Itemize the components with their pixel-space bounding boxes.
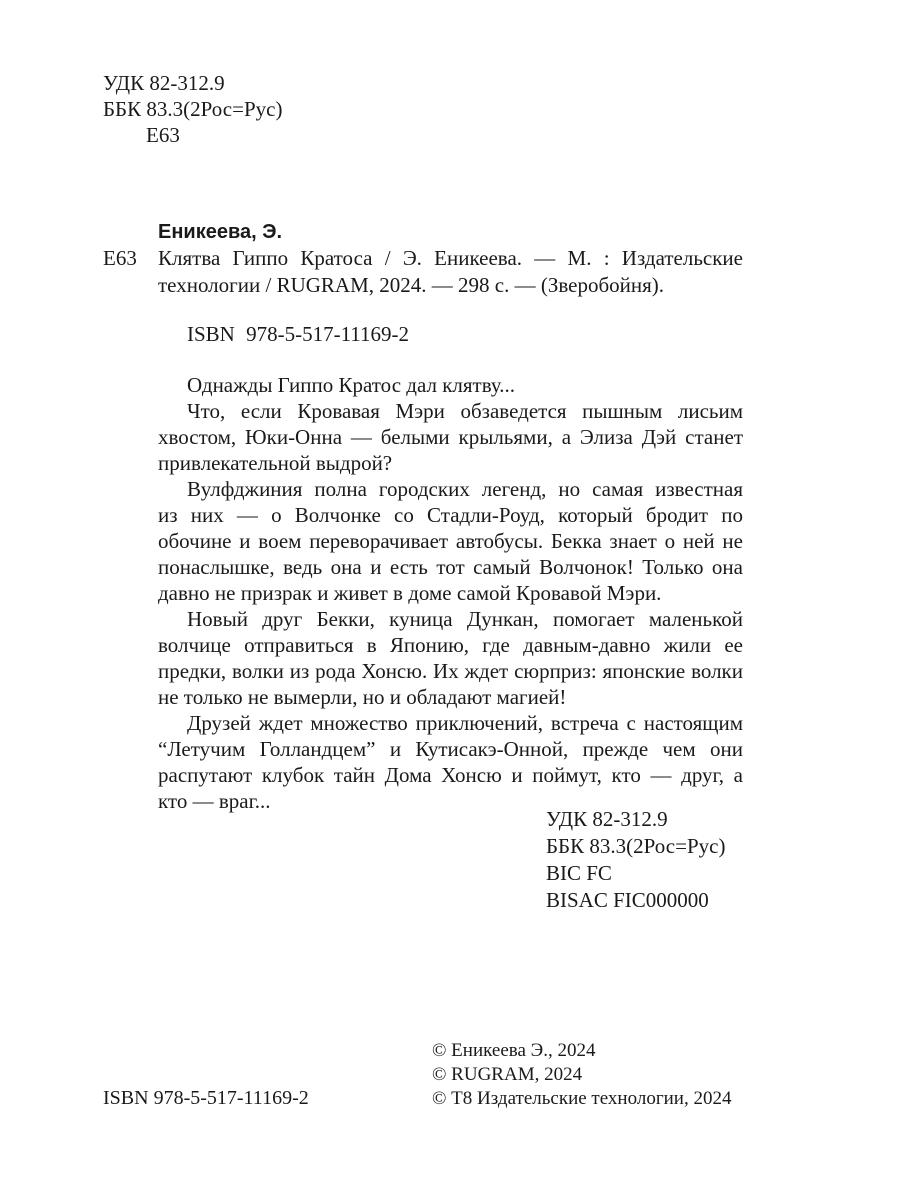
annotation-line: обочине и воем переворачивает автобусы. Бекка знает о ней не	[158, 529, 743, 553]
annotation-line: Новый друг Бекки, куница Дункан, помогает маленькой	[187, 607, 743, 631]
annotation-paragraph	[158, 398, 743, 476]
annotation-line: распутают клубок тайн Дома Хонсю и поймут, кто — друг, а	[158, 763, 743, 787]
author-mark: Е63	[146, 123, 180, 147]
bibliographic-line: технологии / RUGRAM, 2024. — 298 с. — (Зверобойня).	[158, 273, 665, 297]
classification-block-top	[103, 70, 282, 148]
classification-block-bottom	[546, 806, 725, 914]
annotation-line: из них — о Волчонке со Стадли-Роуд, который бродит по	[158, 503, 743, 527]
annotation-paragraph	[158, 476, 743, 606]
author-mark-side: Е63	[103, 246, 137, 270]
bisac-code: BISAC FIC000000	[546, 888, 709, 912]
annotation-line: хвостом, Юки-Онна — белыми крыльями, а Элиза Дэй станет	[158, 425, 743, 449]
annotation-line: понаслышке, ведь она и есть тот самый Волчонок! Только она	[158, 555, 743, 579]
copyright-block	[432, 1038, 731, 1110]
annotation-line: кто — враг...	[158, 789, 271, 813]
annotation-line: давно не призрак и живет в доме самой Кровавой Мэри.	[158, 581, 662, 605]
annotation-line: привлекательной выдрой?	[158, 451, 393, 475]
annotation-paragraph	[158, 710, 743, 814]
annotation	[158, 372, 743, 814]
author-heading: Еникеева, Э.	[158, 221, 283, 243]
udk-code: УДК 82-312.9	[546, 807, 668, 831]
annotation-line: не только не вымерли, но и обладают магией!	[158, 685, 567, 709]
bic-code: BIC FC	[546, 861, 612, 885]
annotation-line: “Летучим Голландцем” и Кутисакэ-Онной, прежде чем они	[158, 737, 743, 761]
bbk-code: ББК 83.3(2Рос=Рус)	[546, 834, 726, 858]
copyright-line: © RUGRAM, 2024	[432, 1064, 583, 1085]
annotation-paragraph	[158, 606, 743, 710]
isbn-main: ISBN 978-5-517-11169-2	[187, 322, 410, 346]
bibliographic-line: Клятва Гиппо Кратоса / Э. Еникеева. — М. : Издательские	[158, 246, 743, 270]
copyright-line: © Т8 Издательские технологии, 2024	[432, 1088, 732, 1109]
copyright-line: © Еникеева Э., 2024	[432, 1040, 596, 1061]
annotation-line: предки, волки из рода Хонсю. Их ждет сюрприз: японские волки	[158, 659, 743, 683]
udk-code: УДК 82-312.9	[103, 71, 225, 95]
isbn-bottom: ISBN 978-5-517-11169-2	[103, 1087, 309, 1109]
annotation-line: Что, если Кровавая Мэри обзаведется пышным лисьим	[187, 399, 743, 423]
annotation-paragraph	[158, 372, 743, 398]
annotation-line: Вулфджиния полна городских легенд, но самая известная	[187, 477, 743, 501]
bibliographic-description	[158, 245, 743, 299]
annotation-line: Друзей ждет множество приключений, встреча с настоящим	[187, 711, 743, 735]
bbk-code: ББК 83.3(2Рос=Рус)	[103, 97, 283, 121]
annotation-line: Однажды Гиппо Кратос дал клятву...	[187, 373, 516, 397]
annotation-line: волчице отправиться в Японию, где давным-давно жили ее	[158, 633, 743, 657]
